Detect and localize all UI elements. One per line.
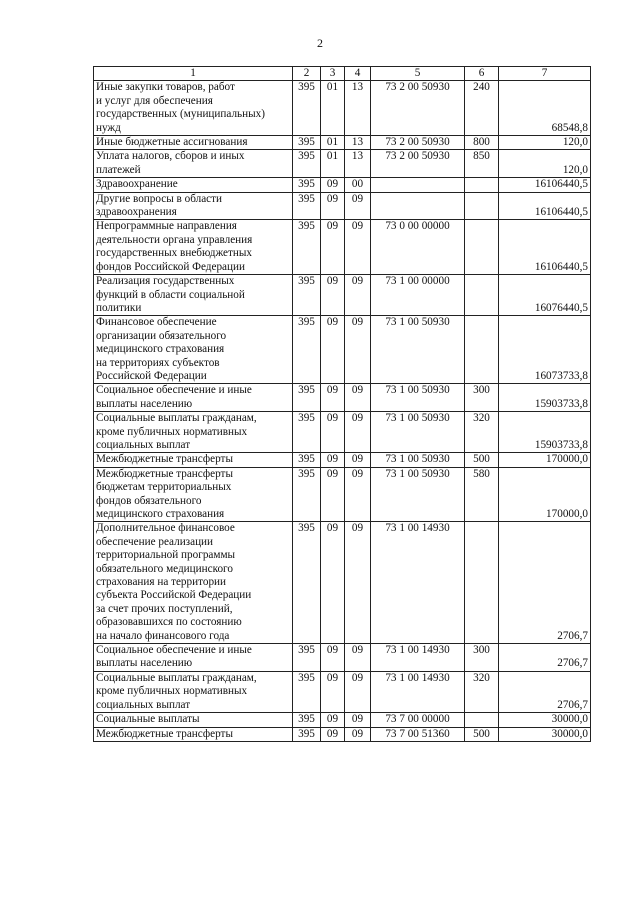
amount-cell: 15903733,8 [499,412,591,453]
row-name-line: страхования на территории [96,576,227,589]
target-article-cell: 73 1 00 50930 [371,453,465,467]
section-code-cell: 09 [321,275,345,316]
row-name-line: Социальное обеспечение и иные [96,644,252,657]
header-cell: 7 [499,67,591,81]
row-name-line: медицинского страхования [96,343,225,356]
row-name-line: Иные закупки товаров, работ [96,81,235,94]
section-code-cell: 09 [321,192,345,220]
amount-cell: 2706,7 [499,671,591,712]
section-code-cell: 01 [321,150,345,178]
expense-type-cell [465,713,499,727]
glava-code-cell: 395 [293,713,321,727]
table-row [94,671,591,712]
row-name-cell [94,384,293,412]
row-name-line: кроме публичных нормативных [96,425,248,438]
row-name-line: нужд [96,121,121,134]
row-name-line: субъекта Российской Федерации [96,589,252,602]
row-name-cell [94,671,293,712]
row-name-cell [94,178,293,192]
table-row [94,220,591,275]
glava-code-cell: 395 [293,81,321,136]
expense-type-cell: 300 [465,384,499,412]
subsection-code-cell: 09 [345,192,371,220]
row-name-line: платежей [96,163,141,176]
table-row [94,412,591,453]
row-name-line: на территориях субъектов [96,356,220,369]
row-name-cell [94,192,293,220]
section-code-cell: 09 [321,316,345,384]
expense-type-cell: 580 [465,467,499,522]
target-article-cell: 73 7 00 00000 [371,713,465,727]
table-header-row [94,67,591,81]
page-number: 2 [317,36,323,50]
subsection-code-cell: 13 [345,150,371,178]
section-code-cell: 09 [321,644,345,672]
row-name-cell [94,713,293,727]
header-cell: 3 [321,67,345,81]
row-name-line: и услуг для обеспечения [96,94,213,107]
target-article-cell [371,192,465,220]
target-article-cell [371,178,465,192]
amount-cell: 16076440,5 [499,275,591,316]
table-row [94,727,591,741]
expense-type-cell: 500 [465,727,499,741]
subsection-code-cell: 09 [345,316,371,384]
row-name-line: Российской Федерации [96,369,207,382]
row-name-line: Дополнительное финансовое [96,522,235,535]
glava-code-cell: 395 [293,316,321,384]
row-name-cell [94,522,293,644]
row-name-line: Социальное обеспечение и иные [96,384,252,397]
target-article-cell: 73 1 00 50930 [371,384,465,412]
target-article-cell: 73 1 00 14930 [371,671,465,712]
target-article-cell: 73 1 00 50930 [371,316,465,384]
row-name-line: организации обязательного [96,329,227,342]
row-name-line: Межбюджетные трансферты [96,453,233,466]
row-name-cell [94,150,293,178]
row-name-line: Непрограммные направления [96,220,237,233]
expense-type-cell: 850 [465,150,499,178]
row-name-line: кроме публичных нормативных [96,685,248,698]
table-row [94,192,591,220]
target-article-cell: 73 1 00 50930 [371,412,465,453]
subsection-code-cell: 09 [345,522,371,644]
row-name-cell [94,220,293,275]
amount-cell: 68548,8 [499,81,591,136]
row-name-cell [94,412,293,453]
section-code-cell: 09 [321,220,345,275]
header-cell: 1 [94,67,293,81]
section-code-cell: 09 [321,384,345,412]
table-row [94,644,591,672]
table-row [94,275,591,316]
expense-type-cell [465,522,499,644]
amount-cell: 15903733,8 [499,384,591,412]
row-name-line: Реализация государственных [96,275,235,288]
glava-code-cell: 395 [293,178,321,192]
expense-type-cell [465,220,499,275]
expense-type-cell: 800 [465,136,499,150]
glava-code-cell: 395 [293,384,321,412]
table-row [94,453,591,467]
subsection-code-cell: 09 [345,713,371,727]
table-row [94,178,591,192]
row-name-line: Межбюджетные трансферты [96,467,233,480]
row-name-line: выплаты населению [96,657,193,670]
row-name-line: Межбюджетные трансферты [96,727,233,740]
section-code-cell: 09 [321,412,345,453]
amount-cell: 16073733,8 [499,316,591,384]
expense-type-cell [465,316,499,384]
table-row [94,316,591,384]
table-row [94,522,591,644]
target-article-cell: 73 1 00 14930 [371,522,465,644]
subsection-code-cell: 09 [345,671,371,712]
glava-code-cell: 395 [293,136,321,150]
glava-code-cell: 395 [293,275,321,316]
table-row [94,713,591,727]
subsection-code-cell: 00 [345,178,371,192]
row-name-line: политики [96,301,142,314]
expense-type-cell: 240 [465,81,499,136]
expense-type-cell: 300 [465,644,499,672]
expense-type-cell [465,275,499,316]
table-row [94,81,591,136]
glava-code-cell: 395 [293,727,321,741]
section-code-cell: 01 [321,81,345,136]
header-cell: 6 [465,67,499,81]
section-code-cell: 09 [321,713,345,727]
amount-cell: 16106440,5 [499,178,591,192]
row-name-line: бюджетам территориальных [96,481,232,494]
section-code-cell: 09 [321,671,345,712]
amount-cell: 16106440,5 [499,220,591,275]
subsection-code-cell: 09 [345,467,371,522]
table-row [94,150,591,178]
row-name-cell [94,81,293,136]
expense-type-cell: 320 [465,412,499,453]
section-code-cell: 09 [321,467,345,522]
subsection-code-cell: 09 [345,453,371,467]
target-article-cell: 73 1 00 00000 [371,275,465,316]
row-name-line: фондов обязательного [96,494,202,507]
subsection-code-cell: 09 [345,644,371,672]
section-code-cell: 01 [321,136,345,150]
row-name-line: за счет прочих поступлений, [96,602,233,615]
header-cell: 2 [293,67,321,81]
section-code-cell: 09 [321,453,345,467]
expense-type-cell: 320 [465,671,499,712]
row-name-line: Другие вопросы в области [96,192,223,205]
table-row [94,136,591,150]
row-name-line: деятельности органа управления [96,233,253,246]
glava-code-cell: 395 [293,644,321,672]
glava-code-cell: 395 [293,150,321,178]
subsection-code-cell: 09 [345,412,371,453]
row-name-line: Социальные выплаты [96,713,200,726]
row-name-line: государственных внебюджетных [96,247,253,260]
row-name-line: Уплата налогов, сборов и иных [96,150,245,163]
subsection-code-cell: 09 [345,275,371,316]
target-article-cell: 73 1 00 50930 [371,467,465,522]
row-name-line: Социальные выплаты гражданам, [96,671,257,684]
row-name-cell [94,136,293,150]
glava-code-cell: 395 [293,220,321,275]
subsection-code-cell: 13 [345,136,371,150]
expense-type-cell [465,192,499,220]
row-name-line: Здравоохранение [96,178,178,191]
row-name-cell [94,316,293,384]
target-article-cell: 73 2 00 50930 [371,136,465,150]
row-name-line: функций в области социальной [96,288,245,301]
row-name-cell [94,644,293,672]
subsection-code-cell: 09 [345,727,371,741]
target-article-cell: 73 1 00 14930 [371,644,465,672]
row-name-line: государственных (муниципальных) [96,108,265,121]
table-row [94,467,591,522]
section-code-cell: 09 [321,727,345,741]
target-article-cell: 73 2 00 50930 [371,81,465,136]
table-row [94,384,591,412]
row-name-cell [94,727,293,741]
target-article-cell: 73 0 00 00000 [371,220,465,275]
header-cell: 5 [371,67,465,81]
amount-cell: 170000,0 [499,467,591,522]
row-name-line: медицинского страхования [96,508,225,520]
row-name-line: на начало финансового года [96,629,230,642]
subsection-code-cell: 09 [345,384,371,412]
target-article-cell: 73 2 00 50930 [371,150,465,178]
row-name-line: социальных выплат [96,438,191,451]
amount-cell: 30000,0 [499,713,591,727]
section-code-cell: 09 [321,178,345,192]
header-cell: 4 [345,67,371,81]
subsection-code-cell: 09 [345,220,371,275]
amount-cell: 30000,0 [499,727,591,741]
amount-cell: 170000,0 [499,453,591,467]
row-name-line: выплаты населению [96,397,193,410]
budget-table [93,66,591,742]
amount-cell: 16106440,5 [499,192,591,220]
row-name-cell [94,453,293,467]
row-name-line: Социальные выплаты гражданам, [96,412,257,425]
glava-code-cell: 395 [293,453,321,467]
amount-cell: 120,0 [499,136,591,150]
row-name-line: образовавшихся по состоянию [96,616,242,629]
row-name-line: обязательного медицинского [96,562,233,575]
target-article-cell: 73 7 00 51360 [371,727,465,741]
row-name-line: фондов Российской Федерации [96,260,245,273]
row-name-line: Иные бюджетные ассигнования [96,136,248,149]
row-name-line: социальных выплат [96,698,191,711]
amount-cell: 120,0 [499,150,591,178]
row-name-cell [94,467,293,522]
subsection-code-cell: 13 [345,81,371,136]
section-code-cell: 09 [321,522,345,644]
row-name-cell [94,275,293,316]
amount-cell: 2706,7 [499,644,591,672]
amount-cell: 2706,7 [499,522,591,644]
row-name-line: Финансовое обеспечение [96,316,217,329]
row-name-line: территориальной программы [96,549,236,562]
row-name-line: обеспечение реализации [96,535,214,548]
expense-type-cell: 500 [465,453,499,467]
expense-type-cell [465,178,499,192]
glava-code-cell: 395 [293,671,321,712]
glava-code-cell: 395 [293,412,321,453]
glava-code-cell: 395 [293,522,321,644]
glava-code-cell: 395 [293,192,321,220]
row-name-line: здравоохранения [96,206,177,219]
glava-code-cell: 395 [293,467,321,522]
